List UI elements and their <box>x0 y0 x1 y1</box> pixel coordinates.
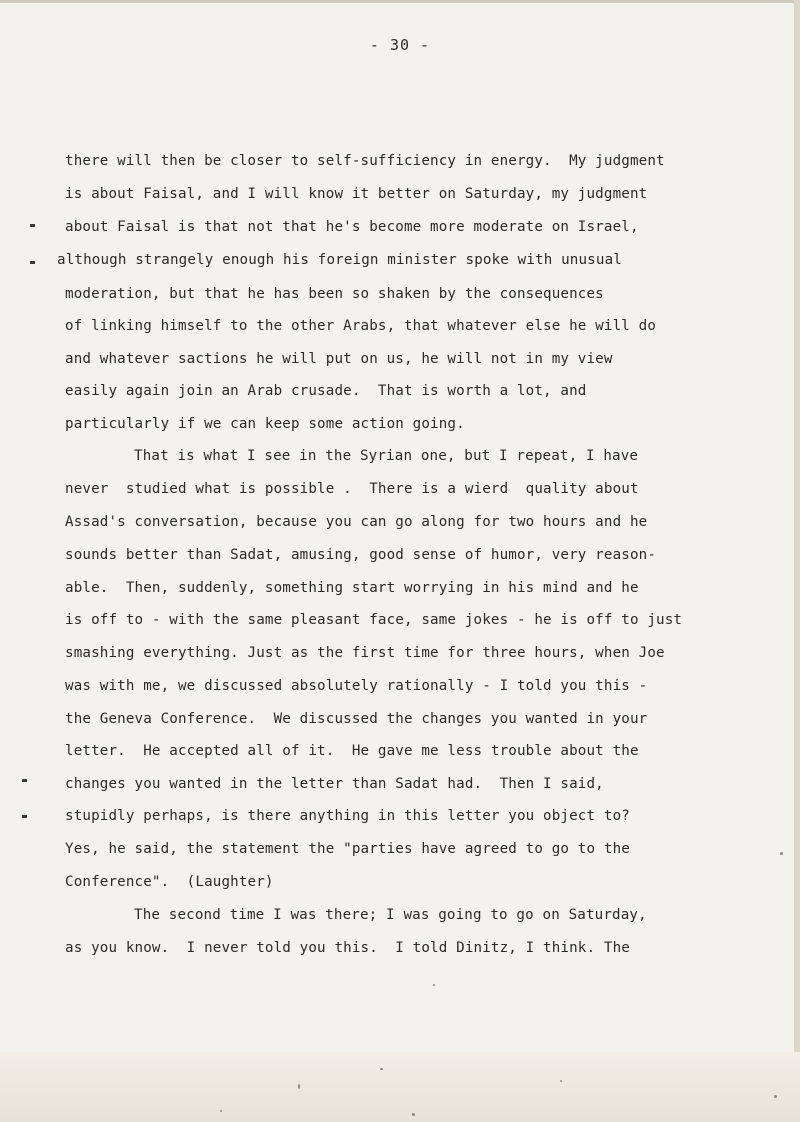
text-line-19: letter. He accepted all of it. He gave me less trouble about the <box>65 743 639 759</box>
text-line-9: particularly if we can keep some action going. <box>65 416 465 432</box>
text-line-15: is off to - with the same pleasant face, same jokes - he is off to just <box>65 612 683 628</box>
text-line-24: The second time I was there; I was going to go on Saturday, <box>134 907 647 923</box>
text-line-21: stupidly perhaps, is there anything in this letter you object to? <box>65 808 630 824</box>
scan-speck <box>433 984 435 986</box>
scan-speck <box>220 1110 222 1112</box>
text-line-14: able. Then, suddenly, something start worrying in his mind and he <box>65 580 639 596</box>
text-line-11: never studied what is possible . There is a wierd quality about <box>65 481 639 497</box>
text-line-22: Yes, he said, the statement the "parties have agreed to go to the <box>65 841 630 857</box>
text-line-10: That is what I see in the Syrian one, but I repeat, I have <box>134 448 639 464</box>
scan-speck <box>298 1084 300 1089</box>
text-line-18: the Geneva Conference. We discussed the changes you wanted in your <box>65 711 648 727</box>
scan-speck <box>380 1068 383 1070</box>
margin-mark <box>22 815 27 818</box>
scan-speck <box>560 1080 562 1082</box>
scan-right-edge <box>794 0 800 1122</box>
text-line-20: changes you wanted in the letter than Sadat had. Then I said, <box>65 776 604 792</box>
scan-top-edge <box>0 0 800 3</box>
text-line-2: is about Faisal, and I will know it better on Saturday, my judgment <box>65 186 648 202</box>
text-line-3: about Faisal is that not that he's become more moderate on Israel, <box>65 219 639 235</box>
scan-speck <box>412 1113 415 1116</box>
scan-speck <box>774 1095 777 1098</box>
text-line-16: smashing everything. Just as the first time for three hours, when Joe <box>65 645 665 661</box>
scan-speck <box>780 852 783 855</box>
text-line-17: was with me, we discussed absolutely rationally - I told you this - <box>65 678 648 694</box>
margin-mark <box>22 779 27 782</box>
margin-mark <box>30 261 35 264</box>
text-line-23: Conference". (Laughter) <box>65 874 274 890</box>
text-line-8: easily again join an Arab crusade. That is worth a lot, and <box>65 383 587 399</box>
text-line-4: although strangely enough his foreign minister spoke with unusual <box>57 252 622 268</box>
text-line-7: and whatever sactions he will put on us, he will not in my view <box>65 351 613 367</box>
text-line-5: moderation, but that he has been so shaken by the consequences <box>65 286 604 302</box>
margin-mark <box>30 224 35 227</box>
text-line-25: as you know. I never told you this. I told Dinitz, I think. The <box>65 940 630 956</box>
text-line-12: Assad's conversation, because you can go along for two hours and he <box>65 514 648 530</box>
text-line-13: sounds better than Sadat, amusing, good sense of humor, very reason- <box>65 547 657 563</box>
text-line-6: of linking himself to the other Arabs, that whatever else he will do <box>65 318 657 334</box>
text-line-1: there will then be closer to self-sufficiency in energy. My judgment <box>65 153 665 169</box>
scan-bottom-band <box>0 1052 800 1122</box>
page-number: - 30 - <box>369 36 431 54</box>
